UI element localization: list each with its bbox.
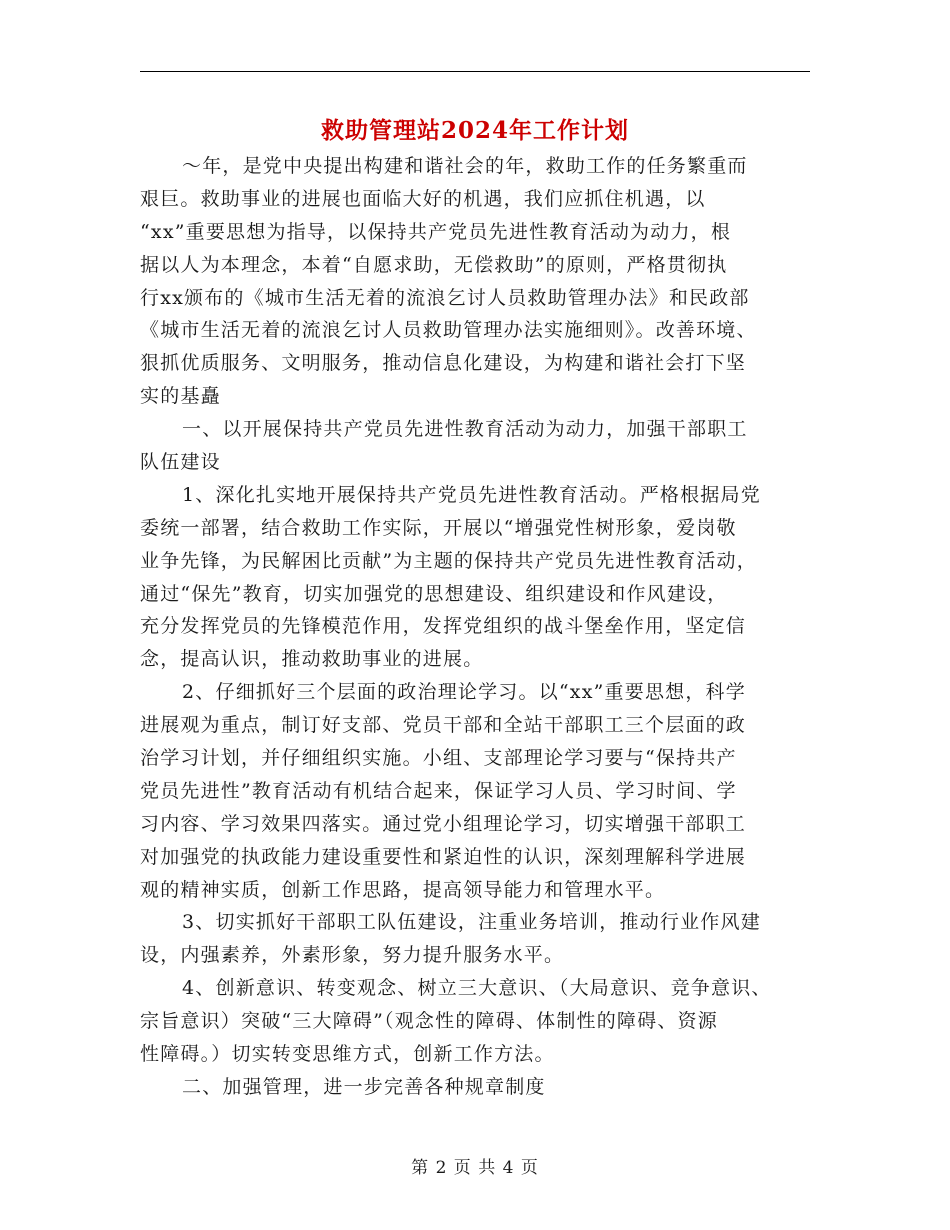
- text-line: ～年，是党中央提出构建和谐社会的年，救助工作的任务繁重而: [182, 155, 748, 177]
- text-line: 充分发挥党员的先锋模范作用，发挥党组织的战斗堡垒作用，坚定信: [140, 615, 747, 638]
- text-line: “xx”重要思想为指导，以保持共产党员先进性教育活动为动力，根: [140, 220, 732, 243]
- text-line: 宗旨意识）突破“三大障碍”（观念性的障碍、体制性的障碍、资源: [140, 1010, 718, 1033]
- text-line: 3、切实抓好干部职工队伍建设，注重业务培训，推动行业作风建: [182, 911, 761, 934]
- text-line: 狠抓优质服务、文明服务，推动信息化建设，为构建和谐社会打下坚: [140, 352, 747, 375]
- text-line: 据以人为本理念，本着“自愿求助，无偿救助”的原则，严格贯彻执: [140, 253, 728, 276]
- text-line: 治学习计划，并仔细组织实施。小组、支部理论学习要与“保持共产: [140, 747, 737, 770]
- text-line: 2、仔细抓好三个层面的政治理论学习。以“xx”重要思想，科学: [182, 681, 746, 704]
- text-line: 习内容、学习效果四落实。通过党小组理论学习，切实增强干部职工: [140, 812, 747, 835]
- text-line: 行xx颁布的《城市生活无着的流浪乞讨人员救助管理办法》和民政部: [140, 286, 750, 309]
- text-line: 艰巨。救助事业的进展也面临大好的机遇，我们应抓住机遇，以: [140, 187, 706, 210]
- text-line: 委统一部署，结合救助工作实际，开展以“增强党性树形象，爱岗敬: [140, 516, 737, 539]
- header-rule: [140, 71, 810, 72]
- text-line: 实的基矗: [140, 385, 221, 408]
- text-line: 设，内强素养，外素形象，努力提升服务水平。: [140, 944, 565, 967]
- section-heading-line: 一、以开展保持共产党员先进性教育活动为动力，加强干部职工: [182, 418, 748, 441]
- text-line: 进展观为重点，制订好支部、党员干部和全站干部职工三个层面的政: [140, 714, 747, 737]
- page-footer: 第 2 页 共 4 页: [411, 1158, 539, 1178]
- text-line: 对加强党的执政能力建设重要性和紧迫性的认识，深刻理解科学进展: [140, 845, 747, 868]
- text-line: 念，提高认识，推动救助事业的进展。: [140, 648, 484, 671]
- text-line: 党员先进性”教育活动有机结合起来，保证学习人员、学习时间、学: [140, 779, 737, 802]
- document-body: [140, 150, 830, 1104]
- section-heading-line: 二、加强管理，进一步完善各种规章制度: [182, 1075, 546, 1098]
- text-line: 1、深化扎实地开展保持共产党员先进性教育活动。严格根据局党: [182, 483, 761, 506]
- section-heading-line: 队伍建设: [140, 451, 221, 474]
- text-line: 4、创新意识、转变观念、树立三大意识、（大局意识、竞争意识、: [182, 977, 772, 1000]
- text-line: 业争先锋，为民解困比贡献”为主题的保持共产党员先进性教育活动，: [140, 549, 757, 572]
- text-line: 通过“保先”教育，切实加强党的思想建设、组织建设和作风建设，: [140, 582, 728, 605]
- text-line: 观的精神实质，创新工作思路，提高领导能力和管理水平。: [140, 878, 666, 901]
- text-line: 《城市生活无着的流浪乞讨人员救助管理办法实施细则》。改善环境、: [140, 319, 757, 342]
- document-title: 救助管理站2024年工作计划: [320, 117, 629, 144]
- text-line: 性障碍。）切实转变思维方式，创新工作方法。: [140, 1043, 555, 1066]
